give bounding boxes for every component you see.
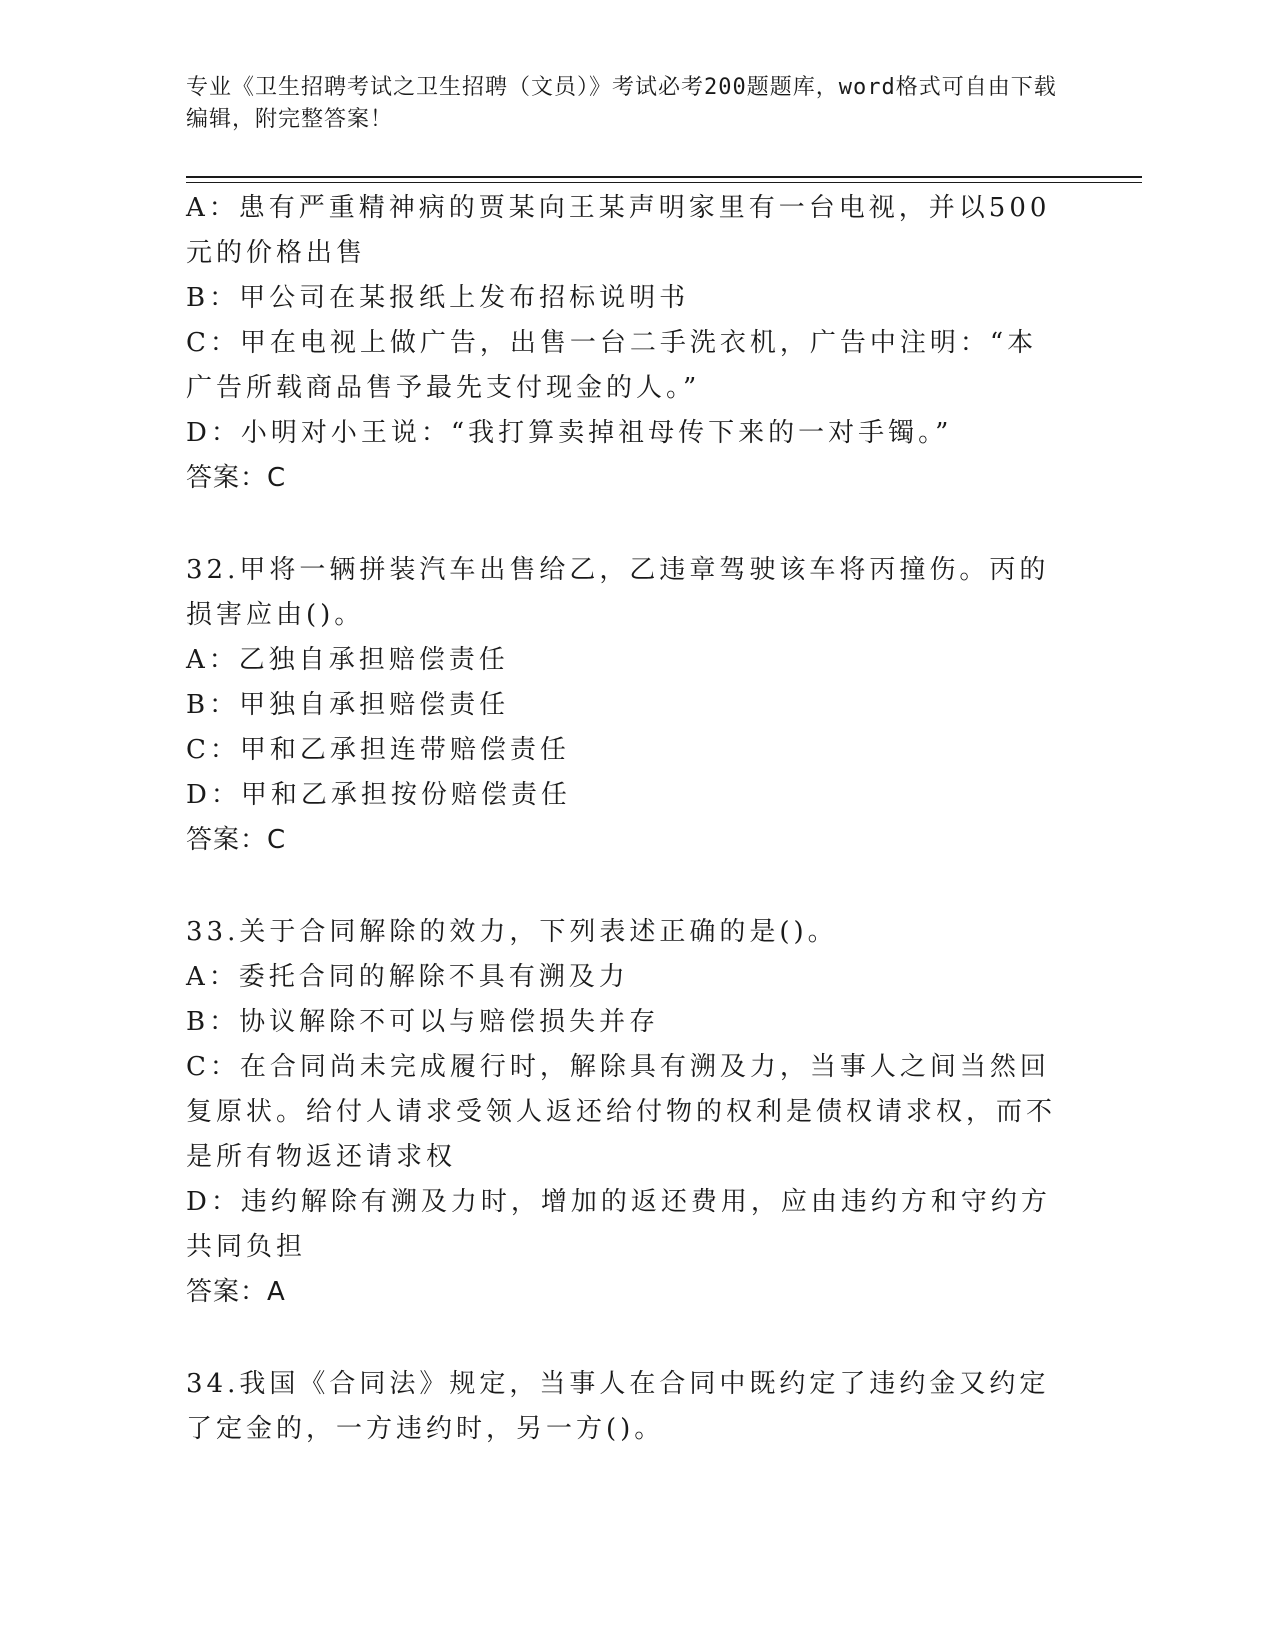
answer: 答案：C bbox=[186, 463, 287, 493]
header-rule-thin bbox=[186, 182, 1142, 183]
answer: 答案：A bbox=[186, 1277, 286, 1307]
question-spacer bbox=[186, 863, 1066, 910]
option-c: C：在合同尚未完成履行时，解除具有溯及力，当事人之间当然回复原状。给付人请求受领人返还给付物的权利是债权请求权，而不是所有物返还请求权 bbox=[186, 1052, 1057, 1172]
option-b: B：协议解除不可以与赔偿损失并存 bbox=[186, 1007, 660, 1037]
question-text: 33.关于合同解除的效力，下列表述正确的是()。 bbox=[186, 917, 838, 947]
option-b: B：甲公司在某报纸上发布招标说明书 bbox=[186, 283, 690, 313]
question-spacer bbox=[186, 1315, 1066, 1362]
option-c: C：甲和乙承担连带赔偿责任 bbox=[186, 735, 570, 765]
header-rule-thick bbox=[186, 176, 1142, 178]
answer: 答案：C bbox=[186, 825, 287, 855]
question-text: 34.我国《合同法》规定，当事人在合同中既约定了违约金又约定了定金的，一方违约时，另一方()。 bbox=[186, 1369, 1050, 1444]
document-header: 专业《卫生招聘考试之卫生招聘（文员）》考试必考200题题库，word格式可自由下载编辑，附完整答案！ bbox=[186, 75, 1057, 132]
option-b: B：甲独自承担赔偿责任 bbox=[186, 690, 510, 720]
option-c: C：甲在电视上做广告，出售一台二手洗衣机，广告中注明：“本广告所载商品售予最先支付现金的人。” bbox=[186, 328, 1038, 403]
question-spacer bbox=[186, 501, 1066, 548]
option-a: A：患有严重精神病的贾某向王某声明家里有一台电视，并以500元的价格出售 bbox=[186, 193, 1051, 268]
question-33 bbox=[186, 910, 1066, 1315]
option-a: A：委托合同的解除不具有溯及力 bbox=[186, 962, 629, 992]
question-31 bbox=[186, 186, 1066, 501]
option-a: A：乙独自承担赔偿责任 bbox=[186, 645, 509, 675]
question-32 bbox=[186, 548, 1066, 863]
option-d: D：违约解除有溯及力时，增加的返还费用，应由违约方和守约方共同负担 bbox=[186, 1187, 1051, 1262]
question-text: 32.甲将一辆拼装汽车出售给乙，乙违章驾驶该车将丙撞伤。丙的损害应由()。 bbox=[186, 555, 1050, 630]
document-body bbox=[186, 186, 1066, 1452]
question-34 bbox=[186, 1362, 1066, 1452]
option-d: D：小明对小王说：“我打算卖掉祖母传下来的一对手镯。” bbox=[186, 418, 953, 448]
option-d: D：甲和乙承担按份赔偿责任 bbox=[186, 780, 571, 810]
